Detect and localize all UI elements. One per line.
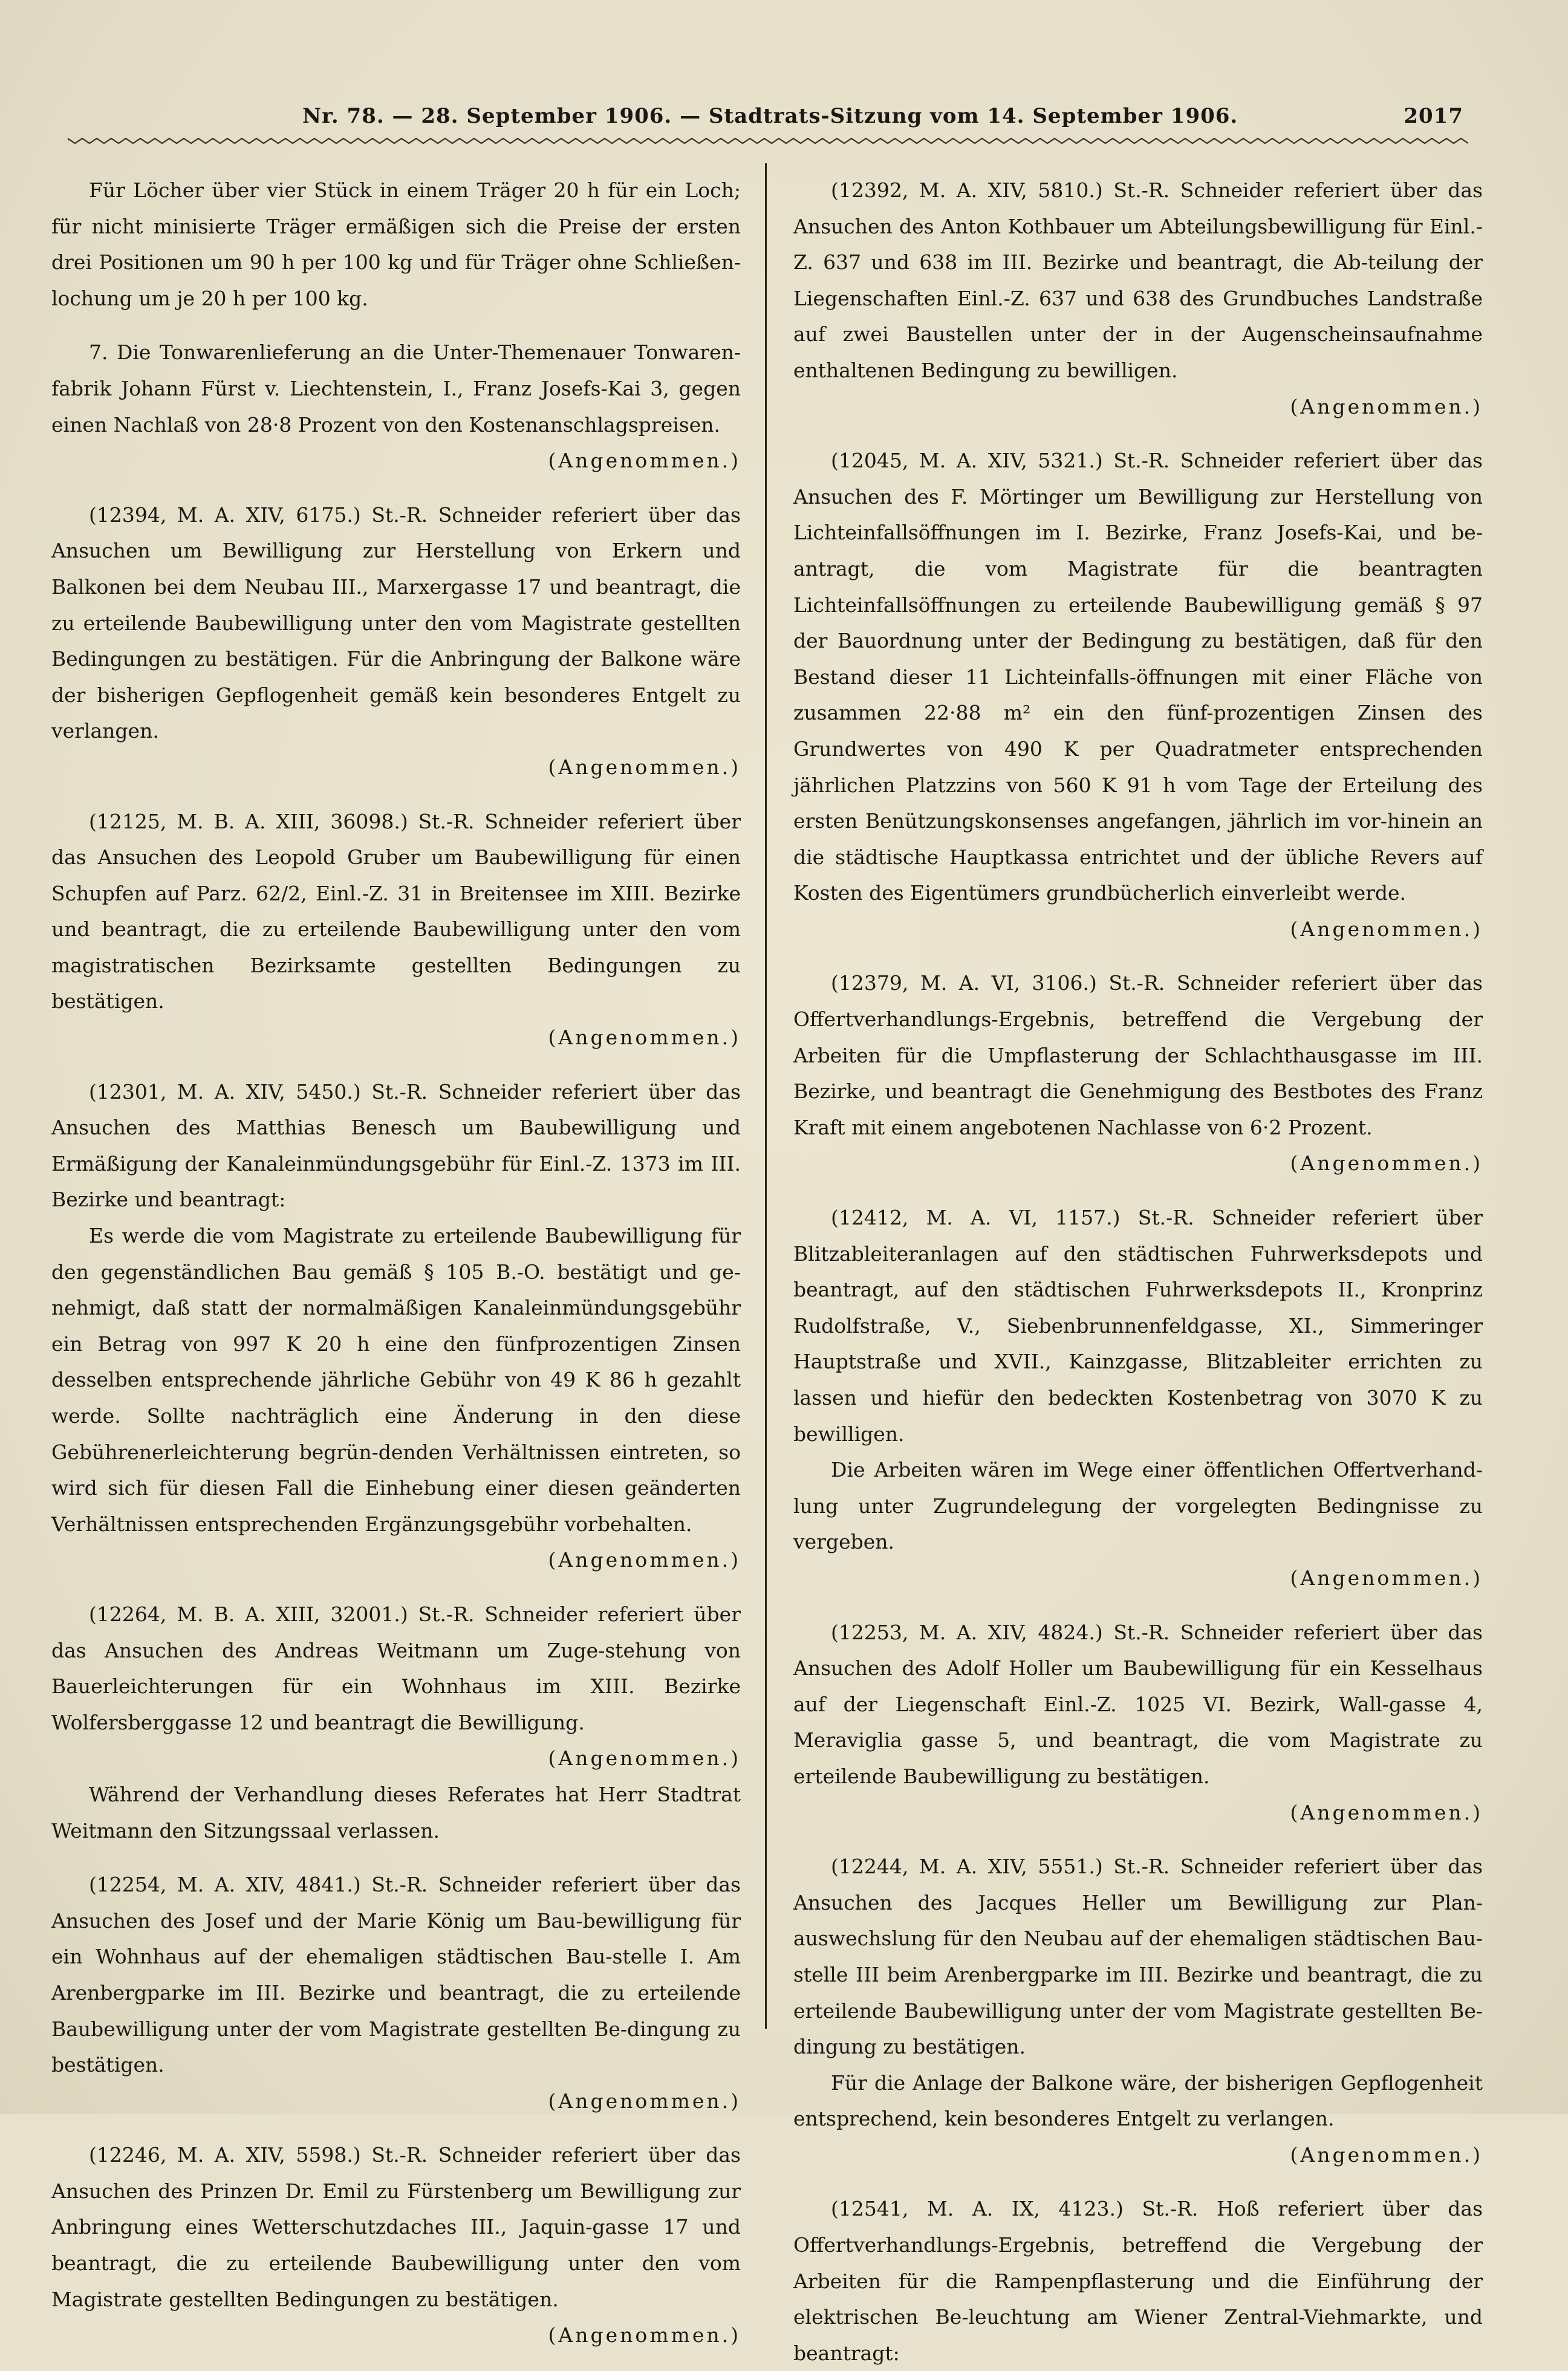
decision-status: (Angenommen.) bbox=[1290, 1566, 1483, 1590]
article-paragraph bbox=[793, 1849, 1483, 2065]
page-header bbox=[73, 104, 1463, 140]
paragraph-text: (12244, M. A. XIV, 5551.) St.-R. Schneider referiert über das Ansuchen des Jacques Heller um Bewilligung zur Plan-auswechslung für den Neubau auf der ehemaligen städtischen Bau-stelle III beim Arenbergparke im III. Bezirke und beantragt, die zu erteilende Baubewilligung unter der vom Magistrate gestellten Be-dingung zu bestätigen. bbox=[793, 1855, 1483, 2059]
article-paragraph bbox=[793, 172, 1483, 424]
header-wavy-rule bbox=[68, 136, 1469, 146]
decision-status: (Angenommen.) bbox=[548, 449, 741, 473]
decision-status: (Angenommen.) bbox=[548, 2323, 741, 2347]
decision-status: (Angenommen.) bbox=[548, 755, 741, 779]
article-paragraph bbox=[51, 1777, 741, 1849]
article-paragraph bbox=[793, 2191, 1483, 2371]
article-paragraph bbox=[51, 1867, 741, 2119]
paragraph-text: (12392, M. A. XIV, 5810.) St.-R. Schneider referiert über das Ansuchen des Anton Kothbauer um Abteilungsbewilligung für Einl.-Z. 637 und 638 im III. Bezirke und beantragt, die Ab-teilung der Liegenschaften Einl.-Z. 637 und 638 des Grundbuches Landstraße auf zwei Baustellen unter der in der Augenscheinsaufnahme enthaltenen Bedingung zu bewilligen. bbox=[793, 178, 1483, 382]
paragraph-text: Es werde die vom Magistrate zu erteilende Baubewilligung für den gegenständlichen Bau gemäß § 105 B.-O. bestätigt und ge-nehmigt, daß statt der normalmäßigen Kanaleinmündungsgebühr ein Betrag von 997 K 20 h eine den fünfprozentigen Zinsen desselben entsprechende jährliche Gebühr von 49 K 86 h gezahlt werde. Sollte nachträglich eine Änderung in den diese Gebührenerleichterung begrün-denden Verhältnissen eintreten, so wird sich für diesen Fall die Einhebung einer diesen geänderten Verhältnissen entsprechenden Ergänzungsgebühr vorbehalten. bbox=[51, 1224, 741, 1536]
article-paragraph bbox=[793, 443, 1483, 947]
column-divider bbox=[765, 163, 767, 2029]
decision-status: (Angenommen.) bbox=[1290, 1151, 1483, 1176]
paragraph-text: (12412, M. A. VI, 1157.) St.-R. Schneider referiert über Blitzableiteranlagen auf den städtischen Fuhrwerksdepots und beantragt, auf den städtischen Fuhrwerksdepots II., Kronprinz Rudolfstraße, V., Siebenbrunnenfeldgasse, XI., Simmeringer Hauptstraße und XVII., Kainzgasse, Blitzableiter errichten zu lassen und hiefür den bedeckten Kostenbetrag von 3070 K zu bewilligen. bbox=[793, 1206, 1483, 1446]
page-number: 2017 bbox=[1404, 104, 1463, 128]
paragraph-text: Für Löcher über vier Stück in einem Träger 20 h für ein Loch; für nicht minisierte Träger ermäßigen sich die Preise der ersten drei Positionen um 90 h per 100 kg und für Träger ohne Schließen-lochung um je 20 h per 100 kg. bbox=[51, 178, 741, 310]
article-paragraph bbox=[793, 965, 1483, 1182]
article-paragraph bbox=[793, 2065, 1483, 2173]
article-paragraph bbox=[51, 172, 741, 316]
article-paragraph bbox=[51, 497, 741, 785]
decision-status: (Angenommen.) bbox=[1290, 1800, 1483, 1824]
paragraph-text: (12253, M. A. XIV, 4824.) St.-R. Schneider referiert über das Ansuchen des Adolf Holler um Baubewilligung für ein Kesselhaus auf der Liegenschaft Einl.-Z. 1025 VI. Bezirk, Wall-gasse 4, Meraviglia gasse 5, und beantragt, die vom Magistrate zu erteilende Baubewilligung zu bestätigen. bbox=[793, 1620, 1483, 1788]
decision-status: (Angenommen.) bbox=[548, 1026, 741, 1050]
article-paragraph bbox=[51, 334, 741, 478]
article-paragraph bbox=[793, 1200, 1483, 1452]
paragraph-text: (12379, M. A. VI, 3106.) St.-R. Schneider referiert über das Offertverhandlungs-Ergebnis, betreffend die Vergebung der Arbeiten für die Umpflasterung der Schlachthausgasse im III. Bezirke, und beantragt die Genehmigung des Bestbotes des Franz Kraft mit einem angebotenen Nachlasse von 6·2 Prozent. bbox=[793, 971, 1483, 1139]
decision-status: (Angenommen.) bbox=[1290, 917, 1483, 941]
decision-status: (Angenommen.) bbox=[548, 1548, 741, 1572]
right-column bbox=[793, 172, 1483, 2371]
page-header-title: Nr. 78. — 28. September 1906. — Stadtrats-Sitzung vom 14. September 1906. bbox=[302, 104, 1238, 128]
decision-status: (Angenommen.) bbox=[1290, 2142, 1483, 2167]
article-paragraph bbox=[51, 804, 741, 1056]
left-column bbox=[51, 172, 741, 2353]
paragraph-text: (12246, M. A. XIV, 5598.) St.-R. Schneider referiert über das Ansuchen des Prinzen Dr. Emil zu Fürstenberg um Bewilligung zur Anbringung eines Wetterschutzdaches III., Jaquin-gasse 17 und beantragt, die zu erteilende Baubewilligung unter den vom Magistrate gestellten Bedingungen zu bestätigen. bbox=[51, 2143, 741, 2311]
paragraph-text: (12045, M. A. XIV, 5321.) St.-R. Schneider referiert über das Ansuchen des F. Mörtinger um Bewilligung zur Herstellung von Lichteinfallsöffnungen im I. Bezirke, Franz Josefs-Kai, und be-antragt, die vom Magistrate für die beantragten Lichteinfallsöffnungen zu erteilende Baubewilligung gemäß § 97 der Bauordnung unter der Bedingung zu bestätigen, daß für den Bestand dieser 11 Lichteinfalls-öffnungen mit einer Fläche von zusammen 22·88 m² ein den fünf-prozentigen Zinsen des Grundwertes von 490 K per Quadratmeter entsprechenden jährlichen Platzzins von 560 K 91 h vom Tage der Erteilung des ersten Benützungskonsenses angefangen, jährlich im vor-hinein an die städtische Hauptkassa entrichtet und der übliche Revers auf Kosten des Eigentümers grundbücherlich einverleibt werde. bbox=[793, 449, 1483, 905]
paragraph-text: (12541, M. A. IX, 4123.) St.-R. Hoß referiert über das Offertverhandlungs-Ergebnis, betreffend die Vergebung der Arbeiten für die Rampenpflasterung und die Einführung der elektrischen Be-leuchtung am Wiener Zentral-Viehmarkte, und beantragt: bbox=[793, 2197, 1483, 2365]
article-paragraph bbox=[51, 1074, 741, 1218]
paragraph-text: Während der Verhandlung dieses Referates hat Herr Stadtrat Weitmann den Sitzungssaal verlassen. bbox=[51, 1782, 741, 1842]
article-paragraph bbox=[51, 2137, 741, 2353]
paragraph-text: 7. Die Tonwarenlieferung an die Unter-Themenauer Tonwaren-fabrik Johann Fürst v. Liechtenstein, I., Franz Josefs-Kai 3, gegen einen Nachlaß von 28·8 Prozent von den Kostenanschlagspreisen. bbox=[51, 340, 741, 437]
paragraph-text: Die Arbeiten wären im Wege einer öffentlichen Offertverhand-lung unter Zugrundelegung der vorgelegten Bedingnisse zu vergeben. bbox=[793, 1458, 1483, 1554]
paragraph-text: Für die Anlage der Balkone wäre, der bisherigen Gepflogenheit entsprechend, kein besonderes Entgelt zu verlangen. bbox=[793, 2070, 1483, 2131]
decision-status: (Angenommen.) bbox=[548, 2089, 741, 2113]
article-paragraph bbox=[793, 1615, 1483, 1831]
article-paragraph bbox=[51, 1218, 741, 1578]
article-paragraph bbox=[793, 1452, 1483, 1596]
paragraph-text: (12125, M. B. A. XIII, 36098.) St.-R. Schneider referiert über das Ansuchen des Leopold Gruber um Baubewilligung für einen Schupfen auf Parz. 62/2, Einl.-Z. 31 in Breitensee im XIII. Bezirke und beantragt, die zu erteilende Baubewilligung unter den vom magistratischen Bezirksamte gestellten Bedingungen zu bestätigen. bbox=[51, 809, 741, 1013]
decision-status: (Angenommen.) bbox=[548, 1746, 741, 1771]
paragraph-text: (12264, M. B. A. XIII, 32001.) St.-R. Schneider referiert über das Ansuchen des Andreas Weitmann um Zuge-stehung von Bauerleichterungen für ein Wohnhaus im XIII. Bezirke Wolfersberggasse 12 und beantragt die Bewilligung. bbox=[51, 1602, 741, 1734]
paragraph-text: (12301, M. A. XIV, 5450.) St.-R. Schneider referiert über das Ansuchen des Matthias Benesch um Baubewilligung und Ermäßigung der Kanaleinmündungsgebühr für Einl.-Z. 1373 im III. Bezirke und beantragt: bbox=[51, 1079, 741, 1212]
paragraph-text: (12254, M. A. XIV, 4841.) St.-R. Schneider referiert über das Ansuchen des Josef und der Marie König um Bau-bewilligung für ein Wohnhaus auf der ehemaligen städtischen Bau-stelle I. Am Arenbergparke im III. Bezirke und beantragt, die zu erteilende Baubewilligung unter der vom Magistrate gestellten Be-dingung zu bestätigen. bbox=[51, 1873, 741, 2077]
paragraph-text: (12394, M. A. XIV, 6175.) St.-R. Schneider referiert über das Ansuchen um Bewilligung zur Herstellung von Erkern und Balkonen bei dem Neubau III., Marxergasse 17 und beantragt, die zu erteilende Baubewilligung unter den vom Magistrate gestellten Bedingungen zu bestätigen. Für die Anbringung der Balkone wäre der bisherigen Gepflogenheit gemäß kein besonderes Entgelt zu verlangen. bbox=[51, 502, 741, 743]
article-paragraph bbox=[51, 1596, 741, 1777]
decision-status: (Angenommen.) bbox=[1290, 394, 1483, 418]
